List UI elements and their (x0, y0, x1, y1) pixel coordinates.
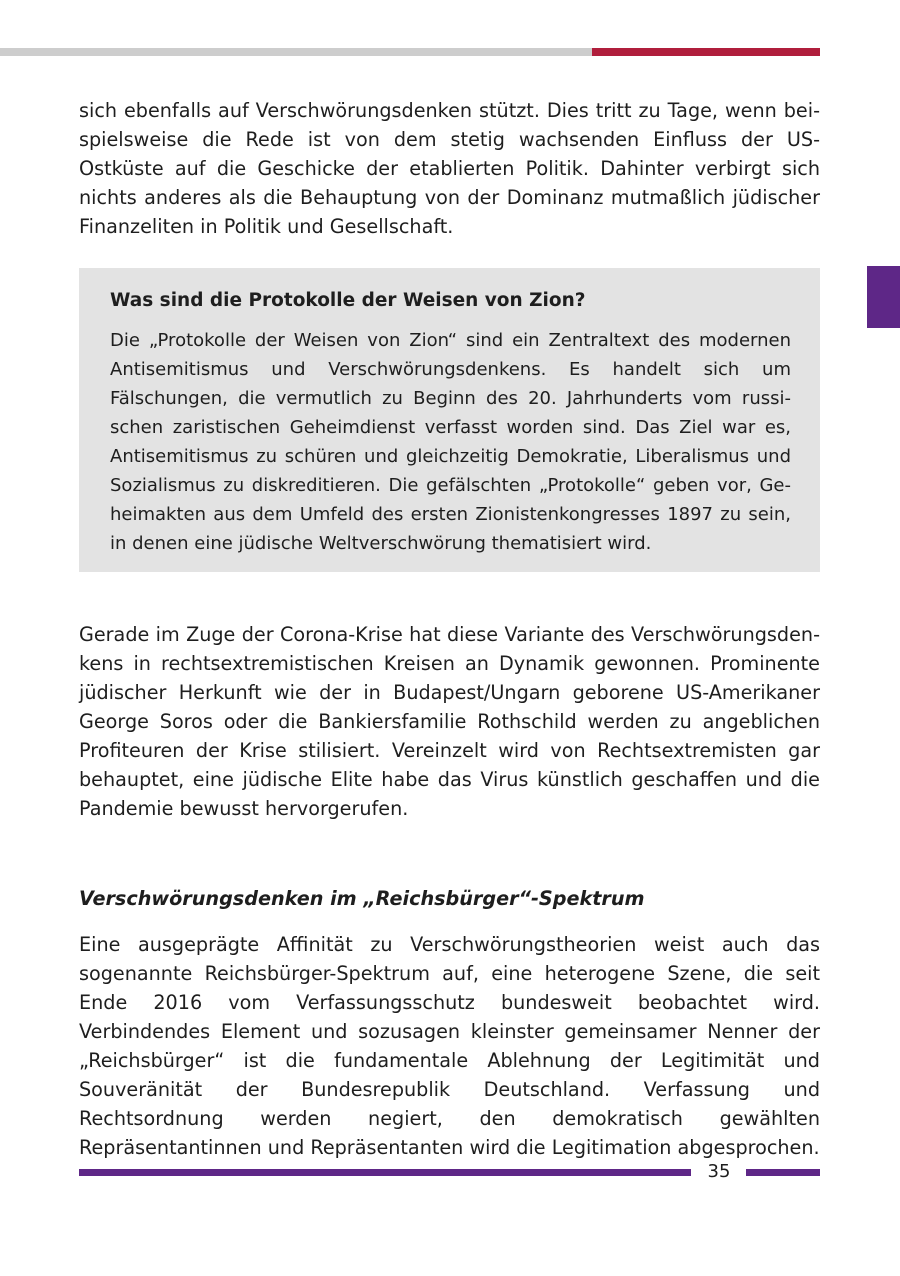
page-number: 35 (707, 1161, 731, 1182)
info-box-text: Die „Protokolle der Weisen von Zion“ sind ein Zentraltext des modernen Antisemitismus und Verschwörungsdenkens. Es handelt sich um Fälschungen, die vermutlich zu Beginn des 20. Jahrhunderts vom russischen zaristischen Geheimdienst verfasst worden sind. Das Ziel war es, Antisemitismus zu schüren und gleichzeitig Demokratie, Liberalismus und Sozialismus zu diskreditieren. Die gefälschten „Protokolle“ geben vor, Geheimakten aus dem Umfeld des ersten Zionistenkongresses 1897 zu sein, in denen eine jüdische Weltverschwörung thematisiert wird. (110, 330, 791, 554)
header-bar-red (592, 48, 820, 56)
header-bar-grey (0, 48, 592, 56)
chapter-side-tab (867, 266, 900, 328)
body-paragraph-3: Eine ausgeprägte Affinität zu Verschwörungstheorien weist auch das sogenannte Reichsbürger-Spektrum auf, eine heterogene Szene, die seit Ende 2016 vom Verfassungsschutz bundesweit beobachtet wird. Verbindendes Element und sozusagen kleinster gemeinsamer Nenner der „Reichsbürger“ ist die fundamentale Ablehnung der Legitimität und Souveränität der Bundesrepublik Deutschland. Verfassung und Rechtsordnung werden negiert, den demokratisch gewählten Repräsentantinnen und Repräsentanten wird die Legitimation abgesprochen. (79, 933, 820, 1159)
footer-bar-left (79, 1169, 691, 1176)
section-heading: Verschwörungsdenken im „Reichsbürger“-Spektrum (79, 887, 645, 910)
info-box (79, 268, 820, 572)
footer-bar-right (746, 1169, 820, 1176)
info-box-title: Was sind die Protokolle der Weisen von Zion? (110, 290, 586, 311)
body-paragraph-2: Gerade im Zuge der Corona-Krise hat diese Variante des Verschwörungsdenkens in rechtsextremistischen Kreisen an Dynamik gewonnen. Prominente jüdischer Herkunft wie der in Budapest/Ungarn geborene US-Amerikaner George Soros oder die Bankiersfamilie Rothschild werden zu angeblichen Profiteuren der Krise stilisiert. Vereinzelt wird von Rechtsextremisten gar behauptet, eine jüdische Elite habe das Virus künstlich geschaffen und die Pandemie bewusst hervorgerufen. (79, 623, 820, 820)
body-paragraph-1: sich ebenfalls auf Verschwörungsdenken stützt. Dies tritt zu Tage, wenn beispielsweise die Rede ist von dem stetig wachsenden Einfluss der US-Ostküste auf die Geschicke der etablierten Politik. Dahinter verbirgt sich nichts anderes als die Behauptung von der Dominanz mutmaßlich jüdischer Finanzeliten in Politik und Gesellschaft. (79, 99, 820, 238)
